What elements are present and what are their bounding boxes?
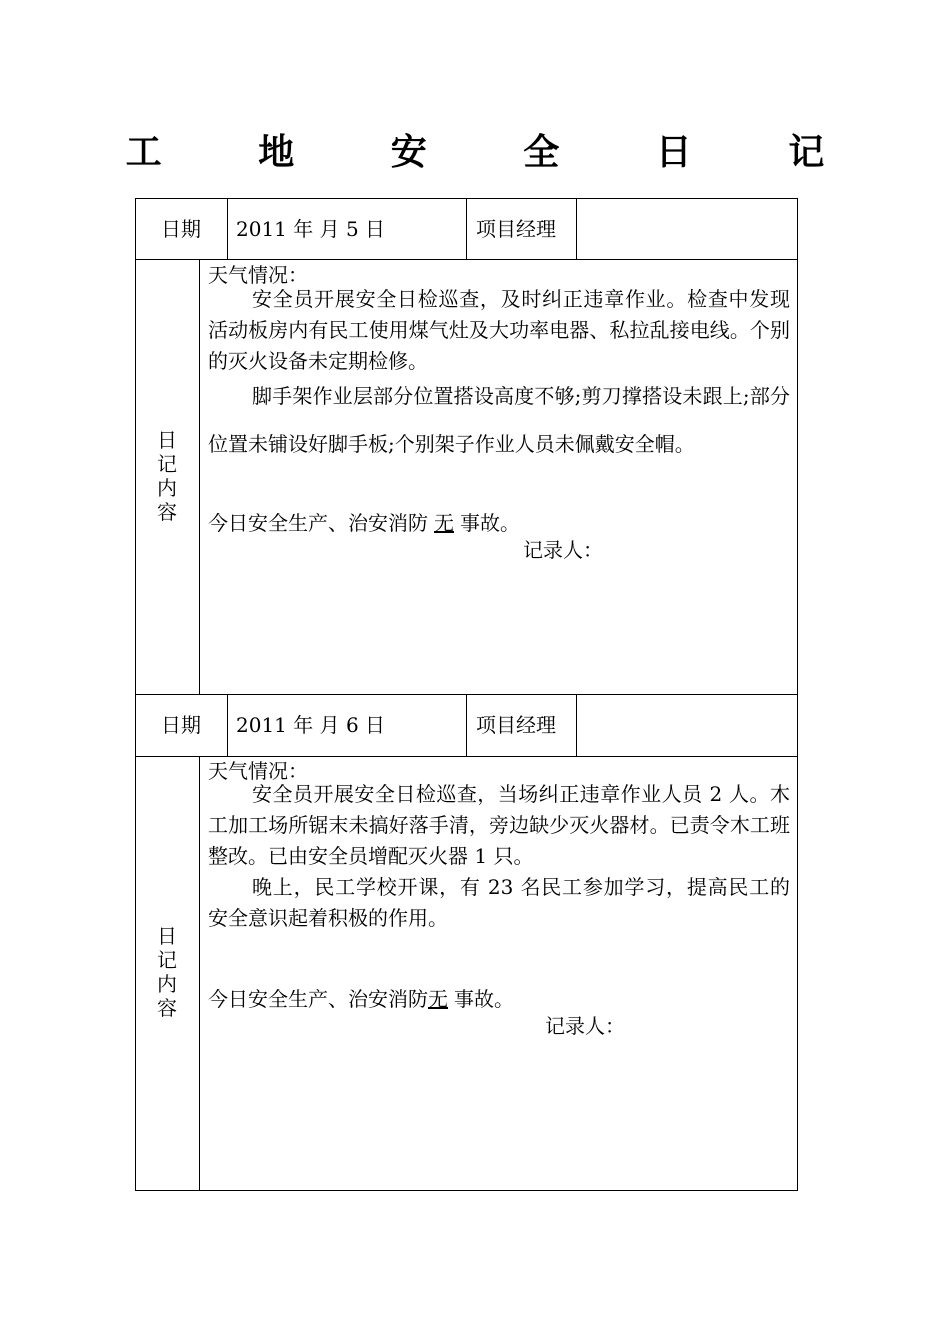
date-value: 2011 年 月 6 日 — [236, 713, 386, 737]
safety-summary — [208, 510, 520, 536]
date-label: 日期 — [161, 713, 201, 737]
content-label — [135, 924, 199, 1020]
table-border — [576, 198, 577, 260]
content-label — [135, 428, 199, 524]
content-label-char: 容 — [157, 500, 177, 524]
table-border — [466, 694, 467, 757]
weather-label: 天气情况： — [208, 263, 308, 287]
manager-label: 项目经理 — [476, 713, 556, 737]
content-label-char: 记 — [157, 948, 177, 972]
date-label: 日期 — [161, 217, 201, 241]
diary-paragraph: 晚上，民工学校开课，有 23 名民工参加学习，提高民工的安全意识起着积极的作用。 — [208, 875, 790, 930]
table-border — [135, 198, 136, 1191]
table-border — [576, 694, 577, 757]
content-label-char: 内 — [157, 476, 177, 500]
table-border — [227, 694, 228, 757]
table-border — [135, 1190, 798, 1191]
content-label-char: 容 — [157, 996, 177, 1020]
summary-value: 无 — [434, 511, 454, 535]
content-label-char: 日 — [157, 924, 177, 948]
summary-suffix: 事故。 — [454, 987, 514, 1011]
content-label-char: 内 — [157, 972, 177, 996]
diary-paragraph: 脚手架作业层部分位置搭设高度不够;剪刀撑搭设未跟上;部分位置未铺设好脚手板;个别架子作业人员未佩戴安全帽。 — [208, 384, 790, 456]
content-label-char: 记 — [157, 452, 177, 476]
summary-prefix: 今日安全生产、治安消防 — [208, 511, 428, 535]
content-label-char: 日 — [157, 428, 177, 452]
table-border — [466, 198, 467, 260]
summary-suffix: 事故。 — [460, 511, 520, 535]
summary-prefix: 今日安全生产、治安消防 — [208, 987, 428, 1011]
diary-paragraph: 安全员开展安全日检巡查，及时纠正违章作业。检查中发现活动板房内有民工使用煤气灶及大功率电器、私拉乱接电线。个别的灭火设备未定期检修。 — [208, 287, 790, 373]
table-border — [227, 198, 228, 260]
summary-value: 无 — [428, 987, 448, 1011]
page-title: 工 地 安 全 日 记 — [125, 132, 867, 173]
recorder-label: 记录人： — [523, 538, 603, 562]
table-border — [797, 198, 798, 1191]
table-border — [199, 756, 200, 1191]
weather-label: 天气情况： — [208, 759, 308, 783]
table-border — [199, 259, 200, 695]
recorder-label: 记录人： — [545, 1014, 625, 1038]
safety-summary — [208, 986, 514, 1012]
diary-paragraph: 安全员开展安全日检巡查，当场纠正违章作业人员 2 人。木工加工场所锯末未搞好落手清，旁边缺少灭火器材。已责令木工班整改。已由安全员增配灭火器 1 只。 — [208, 782, 790, 868]
date-value: 2011 年 月 5 日 — [236, 217, 386, 241]
manager-label: 项目经理 — [476, 217, 556, 241]
